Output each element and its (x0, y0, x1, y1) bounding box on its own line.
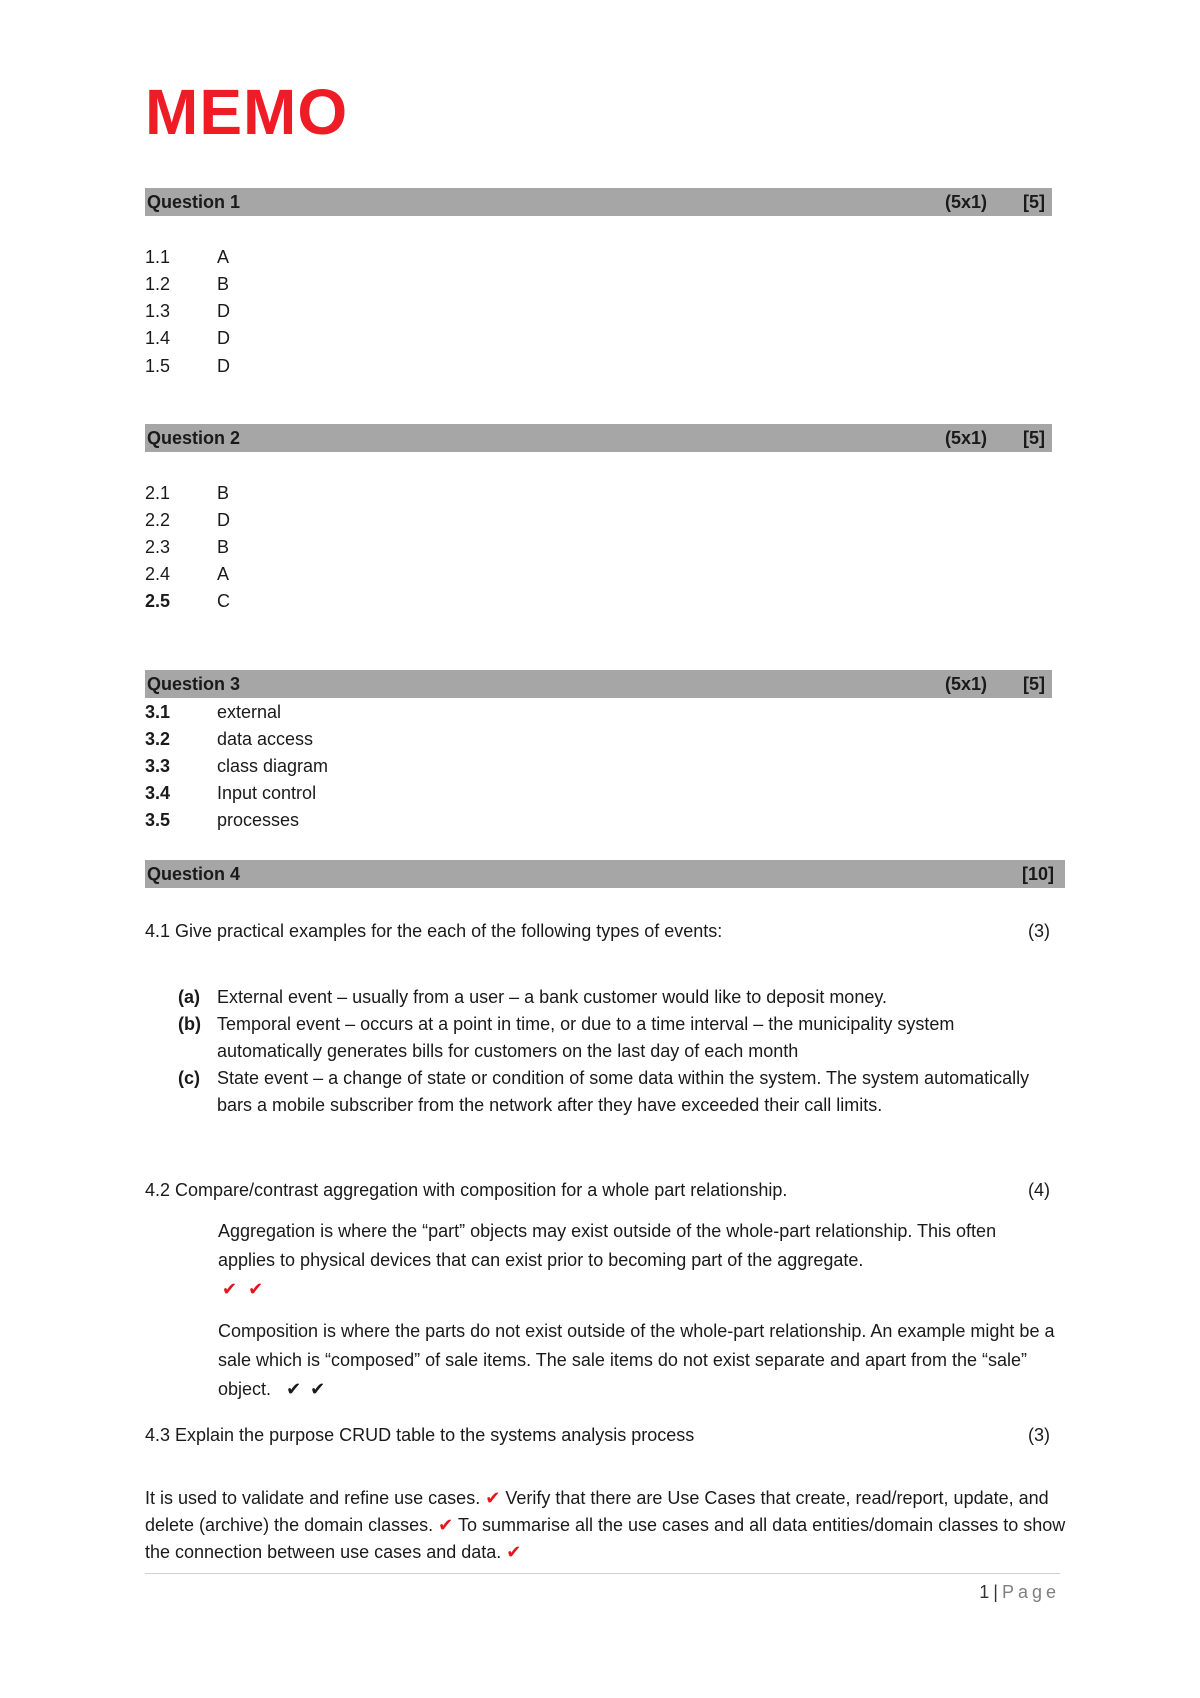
question-total: [5] (1023, 428, 1045, 448)
answer-number: 1.4 (145, 328, 171, 348)
answer-row (145, 561, 229, 588)
answer-row (145, 753, 328, 780)
footer-divider (145, 1573, 1060, 1574)
answer-row (145, 271, 229, 298)
answer-number: 2.1 (145, 483, 171, 503)
question-text: 4.1 Give practical examples for the each of the following types of events: (145, 921, 723, 941)
answer-value: D (217, 328, 230, 348)
answer-number: 2.3 (145, 537, 171, 557)
item-text: Temporal event – occurs at a point in time, or due to a time interval – the municipality system automatically generates bills for customers on the last day of each month (217, 1014, 955, 1061)
question-label: Question 2 (147, 428, 241, 448)
item-label: (b) (178, 1014, 201, 1034)
question-total: [5] (1023, 674, 1045, 694)
question-3-header (145, 670, 1052, 698)
question-total: [5] (1023, 192, 1045, 212)
answer-value: B (217, 483, 230, 503)
question-4-2 (145, 1177, 1050, 1204)
answer-row (145, 325, 230, 352)
page-number: 1 (979, 1582, 990, 1602)
question-total: [10] (1022, 864, 1055, 884)
item-label: (a) (178, 987, 200, 1007)
question-marks: (5x1) (945, 428, 988, 448)
question-4-header (145, 860, 1065, 888)
answer-value: A (217, 564, 230, 584)
crud-answer-1: It is used to validate and refine use cases. (145, 1488, 481, 1508)
answer-row (145, 726, 313, 753)
memo-title: MEMO (145, 76, 349, 148)
question-marks: (3) (1028, 921, 1050, 941)
page-separator: | (993, 1582, 998, 1602)
tick-icon: ✔ (438, 1515, 454, 1535)
answer-value: external (217, 702, 282, 722)
question-marks: (5x1) (945, 192, 988, 212)
page-word: Page (1001, 1582, 1060, 1602)
answer-row (145, 780, 316, 807)
answer-value: processes (217, 810, 300, 830)
answer-value: data access (217, 729, 314, 749)
question-label: Question 3 (147, 674, 241, 694)
question-2-header (145, 424, 1052, 452)
tick-icon: ✔ (506, 1542, 522, 1562)
question-text: 4.2 Compare/contrast aggregation with composition for a whole part relationship. (145, 1180, 788, 1200)
answer-number: 3.5 (145, 810, 171, 830)
tick-icon: ✔ (222, 1279, 238, 1299)
tick-icon: ✔ (310, 1379, 326, 1399)
answer-value: B (217, 537, 230, 557)
answer-row (145, 507, 230, 534)
answer-row (145, 244, 229, 271)
answer-number: 3.1 (145, 702, 171, 722)
answer-value: D (217, 356, 230, 376)
event-item-c (178, 1065, 1058, 1119)
answer-value: class diagram (217, 756, 329, 776)
answer-value: D (217, 301, 230, 321)
question-marks: (3) (1028, 1425, 1050, 1445)
page-footer (979, 1582, 1060, 1603)
answer-row (145, 699, 281, 726)
answer-number: 3.2 (145, 729, 171, 749)
question-marks: (4) (1028, 1180, 1050, 1200)
answer-row (145, 534, 229, 561)
crud-answer-2: Verify that there are Use Cases that create, read/report, update, and delete (archive) the domain classes. (145, 1488, 1049, 1535)
tick-icon: ✔ (286, 1379, 302, 1399)
answer-number: 2.2 (145, 510, 171, 530)
answer-row (145, 353, 230, 380)
event-item-b (178, 1011, 1058, 1065)
answer-number: 2.5 (145, 591, 171, 611)
question-4-3 (145, 1422, 1050, 1449)
answer-row (145, 588, 230, 615)
question-marks: (5x1) (945, 674, 988, 694)
item-text: State event – a change of state or condition of some data within the system. The system automatically bars a mobile subscriber from the network after they have exceeded their call limits. (217, 1068, 1030, 1115)
answer-number: 1.5 (145, 356, 171, 376)
item-label: (c) (178, 1068, 200, 1088)
answer-value: D (217, 510, 230, 530)
crud-answer (145, 1485, 1070, 1566)
tick-icon: ✔ (485, 1488, 501, 1508)
item-text: External event – usually from a user – a bank customer would like to deposit money. (217, 987, 888, 1007)
question-text: 4.3 Explain the purpose CRUD table to the systems analysis process (145, 1425, 695, 1445)
answer-row (145, 298, 230, 325)
question-label: Question 4 (147, 864, 241, 884)
answer-number: 3.3 (145, 756, 171, 776)
answer-row (145, 807, 299, 834)
answer-value: B (217, 274, 230, 294)
answer-number: 1.3 (145, 301, 171, 321)
question-label: Question 1 (147, 192, 241, 212)
event-item-a (178, 984, 1058, 1011)
answer-number: 2.4 (145, 564, 171, 584)
crud-answer-3: To summarise all the use cases and all data entities/domain classes to show the connection between use cases and data. (145, 1515, 1066, 1562)
composition-text: Composition is where the parts do not exist outside of the whole-part relationship. An example might be a sale which is “composed” of sale items. The sale items do not exist separate and apart from the “sale” object. (218, 1321, 1055, 1399)
answer-number: 3.4 (145, 783, 171, 803)
answer-value: Input control (217, 783, 317, 803)
tick-icon: ✔ (248, 1279, 264, 1299)
answer-row (145, 480, 229, 507)
question-4-1 (145, 918, 1050, 945)
aggregation-answer (218, 1217, 1058, 1304)
composition-answer (218, 1317, 1058, 1404)
answer-number: 1.1 (145, 247, 171, 267)
answer-value: A (217, 247, 230, 267)
aggregation-text: Aggregation is where the “part” objects may exist outside of the whole-part relationship. This often applies to physical devices that can exist prior to becoming part of the aggregate. (218, 1221, 997, 1270)
question-1-header (145, 188, 1052, 216)
answer-value: C (217, 591, 230, 611)
answer-number: 1.2 (145, 274, 171, 294)
